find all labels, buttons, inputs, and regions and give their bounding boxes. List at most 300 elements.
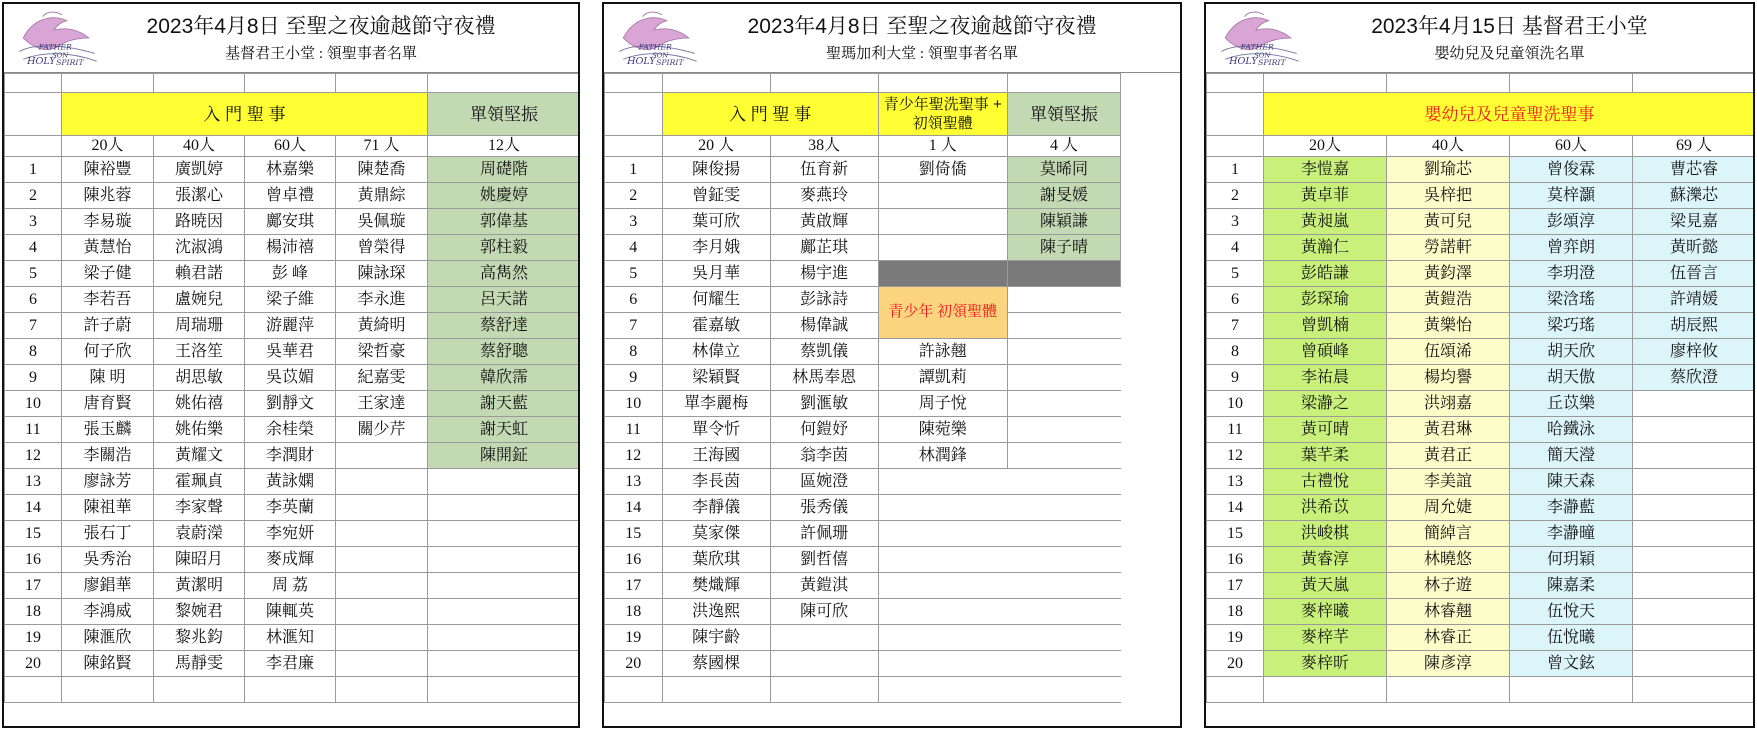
name-cell: 黃昶嵐: [1264, 209, 1387, 235]
name-cell: 謝旻媛: [1007, 183, 1120, 209]
name-cell: 麥燕玲: [770, 183, 878, 209]
name-cell: 洪翊嘉: [1387, 391, 1510, 417]
name-cell: 何耀生: [662, 287, 770, 313]
name-cell: 陳嘉柔: [1510, 573, 1633, 599]
count-label: 1 人: [878, 136, 1007, 157]
table-row: [1207, 573, 1756, 599]
name-cell: 黃君琳: [1387, 417, 1510, 443]
name-cell: 胡辰熙: [1633, 313, 1756, 339]
panel-children-baptism: [1204, 2, 1755, 728]
row-number: 18: [5, 599, 62, 625]
name-cell: 吳梓把: [1387, 183, 1510, 209]
name-cell: 蘇濼芯: [1633, 183, 1756, 209]
row-number: 20: [605, 651, 663, 677]
name-cell: 李宛妍: [245, 521, 336, 547]
name-cell: 蔡凱儀: [770, 339, 878, 365]
count-label: 71 人: [336, 136, 428, 157]
name-cell: [878, 235, 1007, 261]
row-number: 18: [1207, 599, 1264, 625]
row-number: 7: [1207, 313, 1264, 339]
table-row: [1207, 547, 1756, 573]
name-cell: 葉芊柔: [1264, 443, 1387, 469]
row-number: 19: [5, 625, 62, 651]
name-cell: 呂天諾: [428, 287, 581, 313]
name-cell: 何鎧妤: [770, 417, 878, 443]
table-row: [605, 495, 1121, 521]
row-number: 19: [1207, 625, 1264, 651]
name-cell: [1007, 469, 1120, 495]
name-cell: 勞諾軒: [1387, 235, 1510, 261]
name-cell: [1633, 469, 1756, 495]
name-cell: 何子欣: [62, 339, 154, 365]
table-row: [1207, 365, 1756, 391]
row-number: 5: [605, 261, 663, 287]
name-cell: 陳兆蓉: [62, 183, 154, 209]
name-cell: 梁見嘉: [1633, 209, 1756, 235]
name-cell: 劉瑜芯: [1387, 157, 1510, 183]
row-number: 3: [1207, 209, 1264, 235]
name-cell: 張秀儀: [770, 495, 878, 521]
name-cell: 麥梓芊: [1264, 625, 1387, 651]
name-cell: [1633, 443, 1756, 469]
table-row: [1207, 469, 1756, 495]
table-row: [5, 209, 581, 235]
name-cell: 林馬奉恩: [770, 365, 878, 391]
table-row: [5, 365, 581, 391]
table-row: [5, 313, 581, 339]
roster-table: [604, 73, 1121, 703]
row-number: 9: [5, 365, 62, 391]
table-row: [605, 313, 1121, 339]
name-cell: 古禮悅: [1264, 469, 1387, 495]
name-cell: 梁穎賢: [662, 365, 770, 391]
name-cell: [336, 521, 428, 547]
table-row: [5, 469, 581, 495]
table-row: [1207, 599, 1756, 625]
name-cell: 麥成輝: [245, 547, 336, 573]
row-number: 4: [1207, 235, 1264, 261]
name-cell: 曹芯睿: [1633, 157, 1756, 183]
name-cell: 洪峻棋: [1264, 521, 1387, 547]
table-row: [605, 417, 1121, 443]
name-cell: 黃鈞澤: [1387, 261, 1510, 287]
name-cell: 郭柱毅: [428, 235, 581, 261]
name-cell: 簡天瀅: [1510, 443, 1633, 469]
count-label: 60人: [245, 136, 336, 157]
name-cell: 黃君正: [1387, 443, 1510, 469]
name-cell: 丘苡樂: [1510, 391, 1633, 417]
name-cell: [1633, 391, 1756, 417]
table-row: [1207, 625, 1756, 651]
name-cell: [1007, 313, 1120, 339]
row-number: 6: [605, 287, 663, 313]
name-cell: 余桂榮: [245, 417, 336, 443]
name-cell: 麥梓昕: [1264, 651, 1387, 677]
table-row: [5, 443, 581, 469]
row-number: 10: [605, 391, 663, 417]
panel-header: [4, 4, 578, 73]
name-cell: 黃卓菲: [1264, 183, 1387, 209]
table-row: [1207, 521, 1756, 547]
name-cell: [336, 599, 428, 625]
name-cell: 楊均譽: [1387, 365, 1510, 391]
table-row: [5, 599, 581, 625]
row-number: 11: [5, 417, 62, 443]
name-cell: 莫晞同: [1007, 157, 1120, 183]
name-cell: 黎婉君: [154, 599, 245, 625]
name-cell: [878, 469, 1007, 495]
name-cell: 李愷嘉: [1264, 157, 1387, 183]
name-cell: 陳裕豐: [62, 157, 154, 183]
name-cell: 劉靜文: [245, 391, 336, 417]
name-cell: 林子遊: [1387, 573, 1510, 599]
row-number: 13: [605, 469, 663, 495]
row-number: 1: [1207, 157, 1264, 183]
name-cell: 林嘉樂: [245, 157, 336, 183]
name-cell: 李若吾: [62, 287, 154, 313]
name-cell: 沈淑鴻: [154, 235, 245, 261]
count-label: 40人: [154, 136, 245, 157]
roster-body: [605, 157, 1121, 703]
name-cell: 郭偉基: [428, 209, 581, 235]
panel-kingship-easter-vigil: [2, 2, 580, 728]
name-cell: 伍悅天: [1510, 599, 1633, 625]
row-number: 9: [1207, 365, 1264, 391]
name-cell: 樊熾輝: [662, 573, 770, 599]
name-cell: 蔡欣澄: [1633, 365, 1756, 391]
name-cell: [1007, 547, 1120, 573]
panel-title: 2023年4月8日 至聖之夜逾越節守夜禮: [146, 15, 496, 38]
name-cell: 周礎階: [428, 157, 581, 183]
row-number: 15: [605, 521, 663, 547]
row-number: 16: [605, 547, 663, 573]
panel-title: 2023年4月15日 基督君王小堂: [1371, 15, 1648, 38]
name-cell: [1633, 521, 1756, 547]
table-row: [605, 391, 1121, 417]
table-row: [605, 677, 1121, 703]
name-cell: [336, 547, 428, 573]
row-number: 20: [5, 651, 62, 677]
name-cell: 周 荔: [245, 573, 336, 599]
table-row: [605, 287, 1121, 313]
name-cell: 周子悅: [878, 391, 1007, 417]
name-cell: 吳月華: [662, 261, 770, 287]
row-number: 20: [1207, 651, 1264, 677]
name-cell: 吳苡媚: [245, 365, 336, 391]
name-cell: 李鴻威: [62, 599, 154, 625]
name-cell: 梁哲豪: [336, 339, 428, 365]
name-cell: 葉可欣: [662, 209, 770, 235]
name-cell: 陳滙欣: [62, 625, 154, 651]
name-cell: 梁子維: [245, 287, 336, 313]
table-row: [1207, 287, 1756, 313]
table-row: [5, 573, 581, 599]
name-cell: [1633, 495, 1756, 521]
name-cell: 吳秀治: [62, 547, 154, 573]
name-cell: 關少芹: [336, 417, 428, 443]
category-initiation-header: 入 門 聖 事: [662, 93, 878, 136]
row-number: 13: [5, 469, 62, 495]
name-cell: 曾碩峰: [1264, 339, 1387, 365]
name-cell: 簡綽言: [1387, 521, 1510, 547]
name-cell: 洪希苡: [1264, 495, 1387, 521]
name-cell: 譚凱莉: [878, 365, 1007, 391]
name-cell: 陳祖華: [62, 495, 154, 521]
name-cell: [1007, 573, 1120, 599]
row-number: 8: [605, 339, 663, 365]
name-cell: 李美誼: [1387, 469, 1510, 495]
name-cell: [878, 495, 1007, 521]
table-row: [5, 157, 581, 183]
name-cell: 黃綺明: [336, 313, 428, 339]
name-cell: 曾卓禮: [245, 183, 336, 209]
table-row: [5, 651, 581, 677]
name-cell: 李長茵: [662, 469, 770, 495]
name-cell: 李英蘭: [245, 495, 336, 521]
row-number: 1: [605, 157, 663, 183]
name-cell: 何玥穎: [1510, 547, 1633, 573]
name-cell: [428, 625, 581, 651]
name-cell: [878, 183, 1007, 209]
name-cell: [878, 521, 1007, 547]
name-cell: 陳穎謙: [1007, 209, 1120, 235]
name-cell: 伍頌浠: [1387, 339, 1510, 365]
name-cell: [770, 625, 878, 651]
panel-header: [1206, 4, 1753, 73]
name-cell: [1007, 443, 1120, 469]
row-number: 17: [605, 573, 663, 599]
name-cell: 李靜儀: [662, 495, 770, 521]
name-cell: 黃可兒: [1387, 209, 1510, 235]
row-number: 2: [5, 183, 62, 209]
youth-first-communion-label: 青少年 初領聖體: [878, 287, 1007, 339]
name-cell: 黃鎧淇: [770, 573, 878, 599]
row-number: 7: [5, 313, 62, 339]
table-row: [5, 261, 581, 287]
name-cell: 陳子晴: [1007, 235, 1120, 261]
name-cell: 紀嘉雯: [336, 365, 428, 391]
name-cell: 黃啟輝: [770, 209, 878, 235]
row-number: 16: [5, 547, 62, 573]
row-number: 11: [605, 417, 663, 443]
name-cell: [1007, 261, 1120, 287]
table-row: [1207, 313, 1756, 339]
table-row: [5, 339, 581, 365]
name-cell: [878, 261, 1007, 287]
name-cell: 彭頌淳: [1510, 209, 1633, 235]
name-cell: [1633, 573, 1756, 599]
table-row: [1207, 417, 1756, 443]
name-cell: 謝天虹: [428, 417, 581, 443]
table-row: [1207, 339, 1756, 365]
name-cell: 李潤財: [245, 443, 336, 469]
name-cell: [336, 469, 428, 495]
name-cell: 謝天藍: [428, 391, 581, 417]
name-cell: 林睿正: [1387, 625, 1510, 651]
table-row: [1207, 495, 1756, 521]
name-cell: 李關浩: [62, 443, 154, 469]
name-cell: 林睿翹: [1387, 599, 1510, 625]
name-cell: 陳俊揚: [662, 157, 770, 183]
name-cell: [1633, 599, 1756, 625]
name-cell: 高雋然: [428, 261, 581, 287]
name-cell: 黃樂怡: [1387, 313, 1510, 339]
name-cell: [1007, 599, 1120, 625]
name-cell: [336, 495, 428, 521]
name-cell: 許靖媛: [1633, 287, 1756, 313]
name-cell: [878, 547, 1007, 573]
table-row: [605, 235, 1121, 261]
row-number: 15: [1207, 521, 1264, 547]
name-cell: 黃睿淳: [1264, 547, 1387, 573]
name-cell: [428, 547, 581, 573]
name-cell: 蔡國棵: [662, 651, 770, 677]
row-number: 6: [5, 287, 62, 313]
name-cell: 曾鉦雯: [662, 183, 770, 209]
name-cell: 伍晉言: [1633, 261, 1756, 287]
name-cell: [428, 495, 581, 521]
name-cell: [1007, 625, 1120, 651]
name-cell: 陳可欣: [770, 599, 878, 625]
table-row: [1207, 183, 1756, 209]
name-cell: 王家達: [336, 391, 428, 417]
name-cell: 梁巧瑤: [1510, 313, 1633, 339]
row-number: 7: [605, 313, 663, 339]
name-cell: 黃慧怡: [62, 235, 154, 261]
name-cell: 曾榮得: [336, 235, 428, 261]
table-row: [5, 235, 581, 261]
name-cell: 賴君諾: [154, 261, 245, 287]
name-cell: 梁浛瑤: [1510, 287, 1633, 313]
name-cell: 彭琛瑜: [1264, 287, 1387, 313]
name-cell: 曾俊霖: [1510, 157, 1633, 183]
row-number: 12: [605, 443, 663, 469]
category-child-baptism-header: 嬰幼兒及兒童聖洗聖事: [1264, 93, 1756, 136]
category-initiation-header: 入 門 聖 事: [62, 93, 428, 136]
name-cell: [1007, 495, 1120, 521]
table-row: [605, 209, 1121, 235]
name-cell: 張玉麟: [62, 417, 154, 443]
name-cell: 陳銘賢: [62, 651, 154, 677]
row-number: 3: [605, 209, 663, 235]
table-row: [5, 521, 581, 547]
row-number: 14: [5, 495, 62, 521]
count-label: 4 人: [1007, 136, 1120, 157]
name-cell: 吳佩璇: [336, 209, 428, 235]
roster-table: [4, 73, 580, 703]
row-number: 13: [1207, 469, 1264, 495]
name-cell: [428, 521, 581, 547]
table-row: [5, 287, 581, 313]
row-number: 10: [1207, 391, 1264, 417]
name-cell: 黃鎧浩: [1387, 287, 1510, 313]
name-cell: 楊宇進: [770, 261, 878, 287]
name-cell: 曾凱楠: [1264, 313, 1387, 339]
name-cell: 劉滙敏: [770, 391, 878, 417]
name-cell: 劉倚僑: [878, 157, 1007, 183]
name-cell: 莫家傑: [662, 521, 770, 547]
name-cell: [336, 625, 428, 651]
name-cell: 鄺安琪: [245, 209, 336, 235]
panel-title: 2023年4月8日 至聖之夜逾越節守夜禮: [747, 15, 1097, 38]
name-cell: 陳宇齡: [662, 625, 770, 651]
table-row: [605, 599, 1121, 625]
count-label: 12人: [428, 136, 581, 157]
table-row: [1207, 235, 1756, 261]
name-cell: 楊偉誠: [770, 313, 878, 339]
name-cell: [770, 651, 878, 677]
name-cell: [878, 573, 1007, 599]
name-cell: 周瑞珊: [154, 313, 245, 339]
table-row: [5, 417, 581, 443]
name-cell: 林滙知: [245, 625, 336, 651]
name-cell: 陳開鉦: [428, 443, 581, 469]
name-cell: [336, 573, 428, 599]
table-row: [605, 547, 1121, 573]
name-cell: 彭皓謙: [1264, 261, 1387, 287]
table-row: [605, 625, 1121, 651]
name-cell: 盧婉兒: [154, 287, 245, 313]
name-cell: 黃瀚仁: [1264, 235, 1387, 261]
table-row: [605, 183, 1121, 209]
row-number: 14: [1207, 495, 1264, 521]
name-cell: 胡天傲: [1510, 365, 1633, 391]
name-cell: 梁子健: [62, 261, 154, 287]
name-cell: 李家聲: [154, 495, 245, 521]
name-cell: 洪逸熙: [662, 599, 770, 625]
name-cell: 陳菀樂: [878, 417, 1007, 443]
name-cell: 李玥澄: [1510, 261, 1633, 287]
name-cell: 張石丁: [62, 521, 154, 547]
row-number: 5: [1207, 261, 1264, 287]
category-confirmation-header: 單領堅振: [1007, 93, 1120, 136]
table-row: [5, 183, 581, 209]
name-cell: 李易璇: [62, 209, 154, 235]
name-cell: 霍嘉敏: [662, 313, 770, 339]
name-cell: 廖梓攸: [1633, 339, 1756, 365]
panel-subtitle: 聖瑪加利大堂 : 領聖事者名單: [826, 46, 1018, 62]
name-cell: 李祐晨: [1264, 365, 1387, 391]
roster-body: [5, 157, 581, 703]
row-number: 12: [5, 443, 62, 469]
name-cell: 許子蔚: [62, 313, 154, 339]
name-cell: [1007, 339, 1120, 365]
name-cell: 哈鐵泳: [1510, 417, 1633, 443]
row-number: 2: [1207, 183, 1264, 209]
name-cell: 霍珮貞: [154, 469, 245, 495]
name-cell: 陳天森: [1510, 469, 1633, 495]
name-cell: [1007, 391, 1120, 417]
table-row: [1207, 651, 1756, 677]
count-label: 20 人: [662, 136, 770, 157]
count-label: 69 人: [1633, 136, 1756, 157]
count-label: 38人: [770, 136, 878, 157]
row-number: 17: [1207, 573, 1264, 599]
name-cell: [1633, 651, 1756, 677]
name-cell: 黃可晴: [1264, 417, 1387, 443]
name-cell: 葉欣琪: [662, 547, 770, 573]
name-cell: 林曉悠: [1387, 547, 1510, 573]
name-cell: 胡思敏: [154, 365, 245, 391]
row-number: 15: [5, 521, 62, 547]
name-cell: 許詠翹: [878, 339, 1007, 365]
name-cell: 陳詠琛: [336, 261, 428, 287]
name-cell: [336, 651, 428, 677]
name-cell: 黎兆鈞: [154, 625, 245, 651]
row-number: 1: [5, 157, 62, 183]
row-number: 4: [605, 235, 663, 261]
row-number: 14: [605, 495, 663, 521]
